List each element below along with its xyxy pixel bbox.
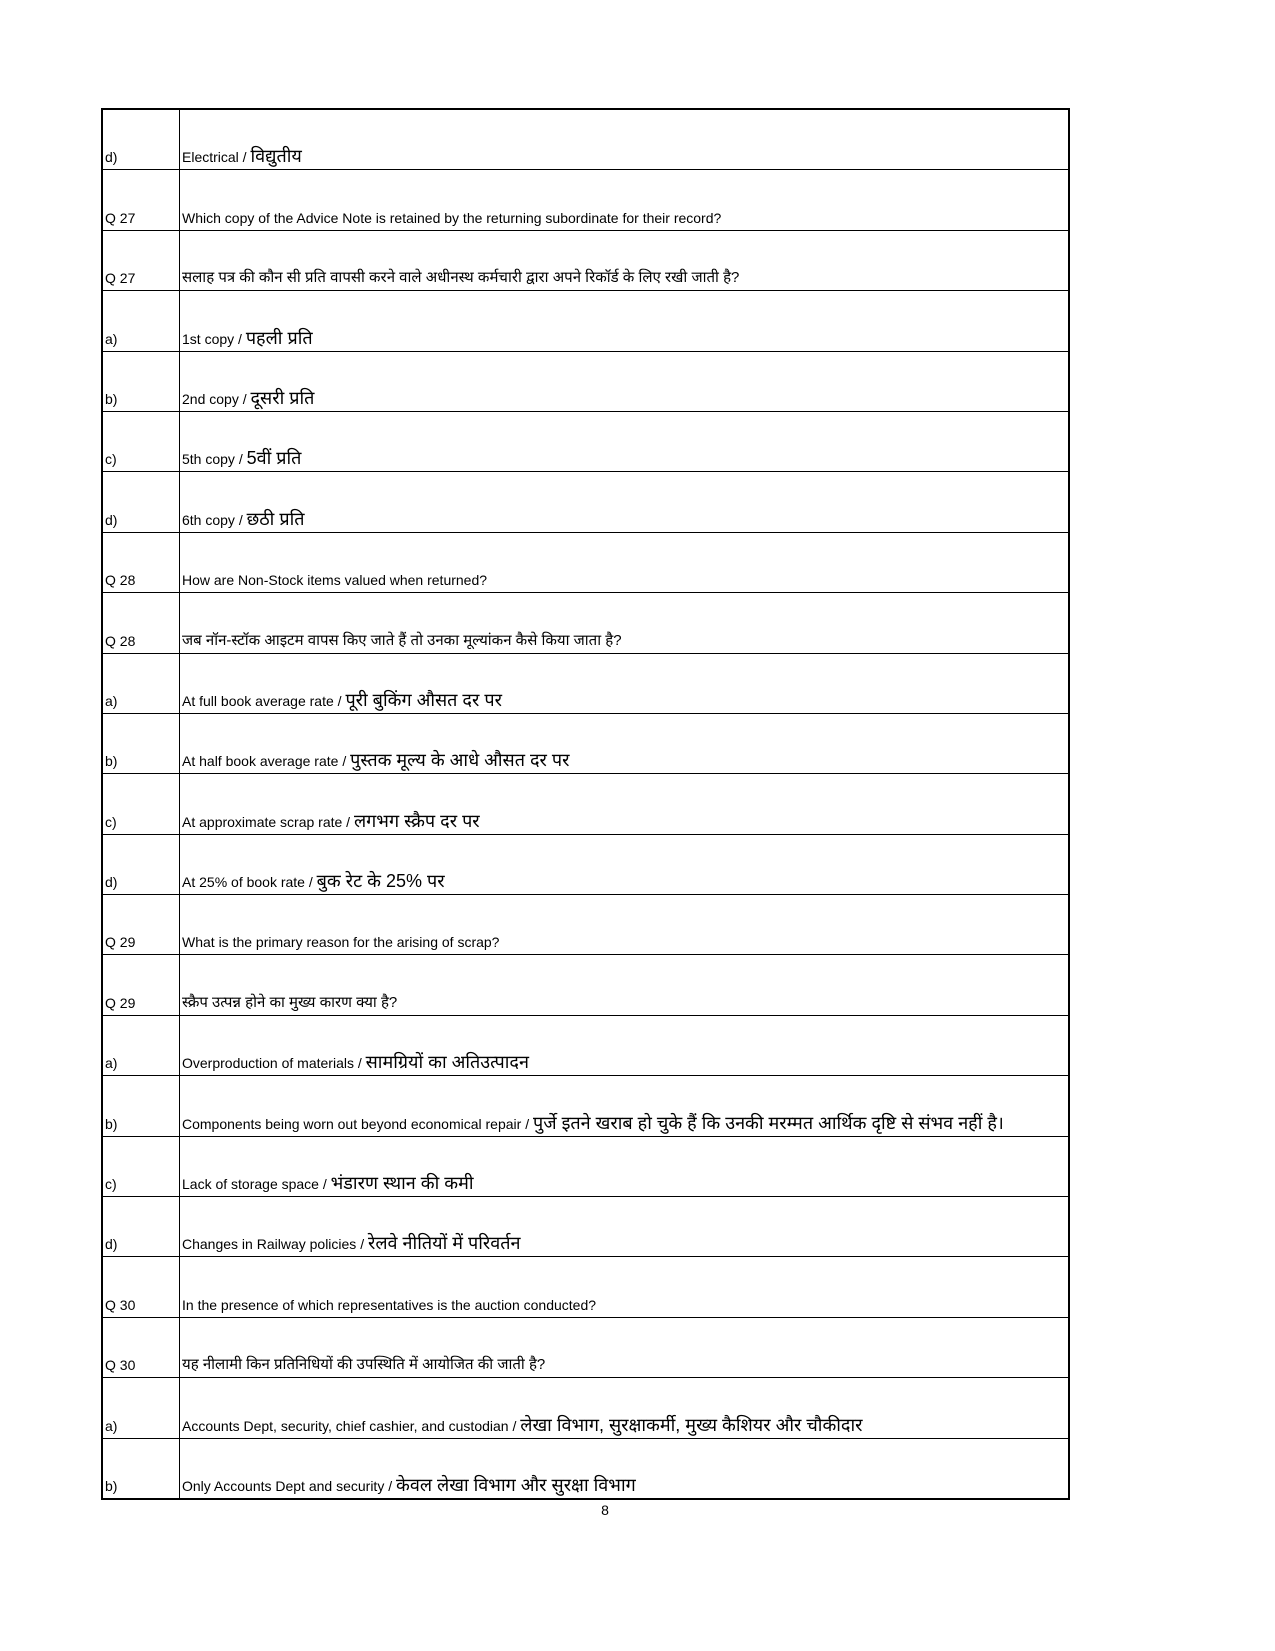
english-text: Lack of storage space / <box>182 1176 331 1193</box>
row-text <box>180 1257 1070 1317</box>
english-text: Which copy of the Advice Note is retained by the returning subordinate for their record? <box>182 209 722 226</box>
table-row <box>102 1257 1069 1317</box>
row-label: a) <box>102 653 180 713</box>
hindi-text: लगभग स्क्रैप दर पर <box>353 810 480 831</box>
row-label: a) <box>102 291 180 351</box>
row-label: a) <box>102 1378 180 1438</box>
row-label: d) <box>102 109 180 170</box>
row-text <box>180 955 1070 1015</box>
row-text <box>180 1317 1070 1377</box>
english-text: What is the primary reason for the arising of scrap? <box>182 934 500 951</box>
row-label: Q 30 <box>102 1317 180 1377</box>
hindi-text: स्क्रैप उत्पन्न होने का मुख्य कारण क्या है? <box>182 993 398 1011</box>
row-text <box>180 411 1070 471</box>
row-label: c) <box>102 1136 180 1196</box>
table-row <box>102 1015 1069 1075</box>
row-label: Q 29 <box>102 955 180 1015</box>
row-label: c) <box>102 774 180 834</box>
table-row <box>102 1076 1069 1136</box>
table-row <box>102 1438 1069 1499</box>
row-text <box>180 351 1070 411</box>
row-label: d) <box>102 472 180 532</box>
table-row <box>102 1136 1069 1196</box>
hindi-text: पुर्जे इतने खराब हो चुके हैं कि उनकी मरम्मत आर्थिक दृष्टि से संभव नहीं है। <box>532 1112 1004 1133</box>
table-row <box>102 713 1069 773</box>
english-text: 2nd copy / <box>182 390 251 407</box>
row-text <box>180 230 1070 290</box>
row-label: c) <box>102 411 180 471</box>
english-text: Components being worn out beyond economical repair / <box>182 1115 533 1132</box>
row-text <box>180 109 1070 170</box>
english-text: 1st copy / <box>182 330 246 347</box>
english-text: 5th copy / <box>182 451 247 468</box>
hindi-text: बुक रेट के 25% पर <box>316 871 445 892</box>
hindi-text: भंडारण स्थान की कमी <box>330 1173 474 1194</box>
row-text <box>180 834 1070 894</box>
row-label: a) <box>102 1015 180 1075</box>
table-row <box>102 1317 1069 1377</box>
hindi-text: जब नॉन-स्टॉक आइटम वापस किए जाते हैं तो उनका मूल्यांकन कैसे किया जाता है? <box>182 631 622 649</box>
row-text <box>180 713 1070 773</box>
english-text: At approximate scrap rate / <box>182 813 354 830</box>
hindi-text: रेलवे नीतियों में परिवर्तन <box>367 1233 521 1254</box>
table-row <box>102 955 1069 1015</box>
english-text: At 25% of book rate / <box>182 874 317 891</box>
table-row <box>102 230 1069 290</box>
table-row <box>102 1197 1069 1257</box>
table-row <box>102 774 1069 834</box>
table-row <box>102 109 1069 170</box>
english-text: 6th copy / <box>182 511 247 528</box>
row-label: d) <box>102 1197 180 1257</box>
row-text <box>180 472 1070 532</box>
row-text <box>180 170 1070 230</box>
english-text: In the presence of which representatives is the auction conducted? <box>182 1296 597 1313</box>
table-row <box>102 291 1069 351</box>
table-row <box>102 351 1069 411</box>
hindi-text: छठी प्रति <box>246 508 305 529</box>
table-row <box>102 532 1069 592</box>
row-label: Q 28 <box>102 593 180 653</box>
table-row <box>102 411 1069 471</box>
row-text <box>180 1197 1070 1257</box>
page-number: 8 <box>601 1502 609 1518</box>
hindi-text: पहली प्रति <box>245 327 313 348</box>
row-label: Q 30 <box>102 1257 180 1317</box>
table-row <box>102 170 1069 230</box>
row-label: Q 27 <box>102 230 180 290</box>
hindi-text: पुस्तक मूल्य के आधे औसत दर पर <box>350 750 570 771</box>
row-text <box>180 653 1070 713</box>
row-text <box>180 1076 1070 1136</box>
english-text: At half book average rate / <box>182 753 351 770</box>
row-text <box>180 593 1070 653</box>
hindi-text: पूरी बुकिंग औसत दर पर <box>345 689 502 710</box>
row-label: Q 27 <box>102 170 180 230</box>
table-row <box>102 593 1069 653</box>
english-text: At full book average rate / <box>182 692 346 709</box>
row-label: Q 28 <box>102 532 180 592</box>
hindi-text: 5वीं प्रति <box>246 448 302 469</box>
row-text <box>180 895 1070 955</box>
row-label: b) <box>102 351 180 411</box>
english-text: How are Non-Stock items valued when returned? <box>182 572 488 589</box>
english-text: Accounts Dept, security, chief cashier, and custodian / <box>182 1417 521 1434</box>
row-text <box>180 532 1070 592</box>
hindi-text: केवल लेखा विभाग और सुरक्षा विभाग <box>396 1474 636 1495</box>
row-text <box>180 1378 1070 1438</box>
row-text <box>180 774 1070 834</box>
table-row <box>102 834 1069 894</box>
table-row <box>102 653 1069 713</box>
row-text <box>180 1015 1070 1075</box>
english-text: Changes in Railway policies / <box>182 1236 368 1253</box>
hindi-text: लेखा विभाग, सुरक्षाकर्मी, मुख्य कैशियर और चौकीदार <box>520 1414 863 1435</box>
hindi-text: सलाह पत्र की कौन सी प्रति वापसी करने वाले अधीनस्थ कर्मचारी द्वारा अपने रिकॉर्ड के लिए रखी जाती है? <box>182 269 740 287</box>
row-label: b) <box>102 1438 180 1499</box>
row-label: d) <box>102 834 180 894</box>
row-label: b) <box>102 1076 180 1136</box>
table-row <box>102 895 1069 955</box>
hindi-text: यह नीलामी किन प्रतिनिधियों की उपस्थिति में आयोजित की जाती है? <box>182 1356 546 1374</box>
hindi-text: विद्युतीय <box>250 146 302 167</box>
question-table <box>101 108 1070 1500</box>
hindi-text: सामग्रियों का अतिउत्पादन <box>365 1052 529 1073</box>
row-text <box>180 291 1070 351</box>
table-row <box>102 472 1069 532</box>
english-text: Only Accounts Dept and security / <box>182 1477 396 1494</box>
english-text: Electrical / <box>182 149 251 166</box>
english-text: Overproduction of materials / <box>182 1055 366 1072</box>
row-label: b) <box>102 713 180 773</box>
table-row <box>102 1378 1069 1438</box>
hindi-text: दूसरी प्रति <box>250 387 315 408</box>
row-text <box>180 1136 1070 1196</box>
row-text <box>180 1438 1070 1499</box>
row-label: Q 29 <box>102 895 180 955</box>
